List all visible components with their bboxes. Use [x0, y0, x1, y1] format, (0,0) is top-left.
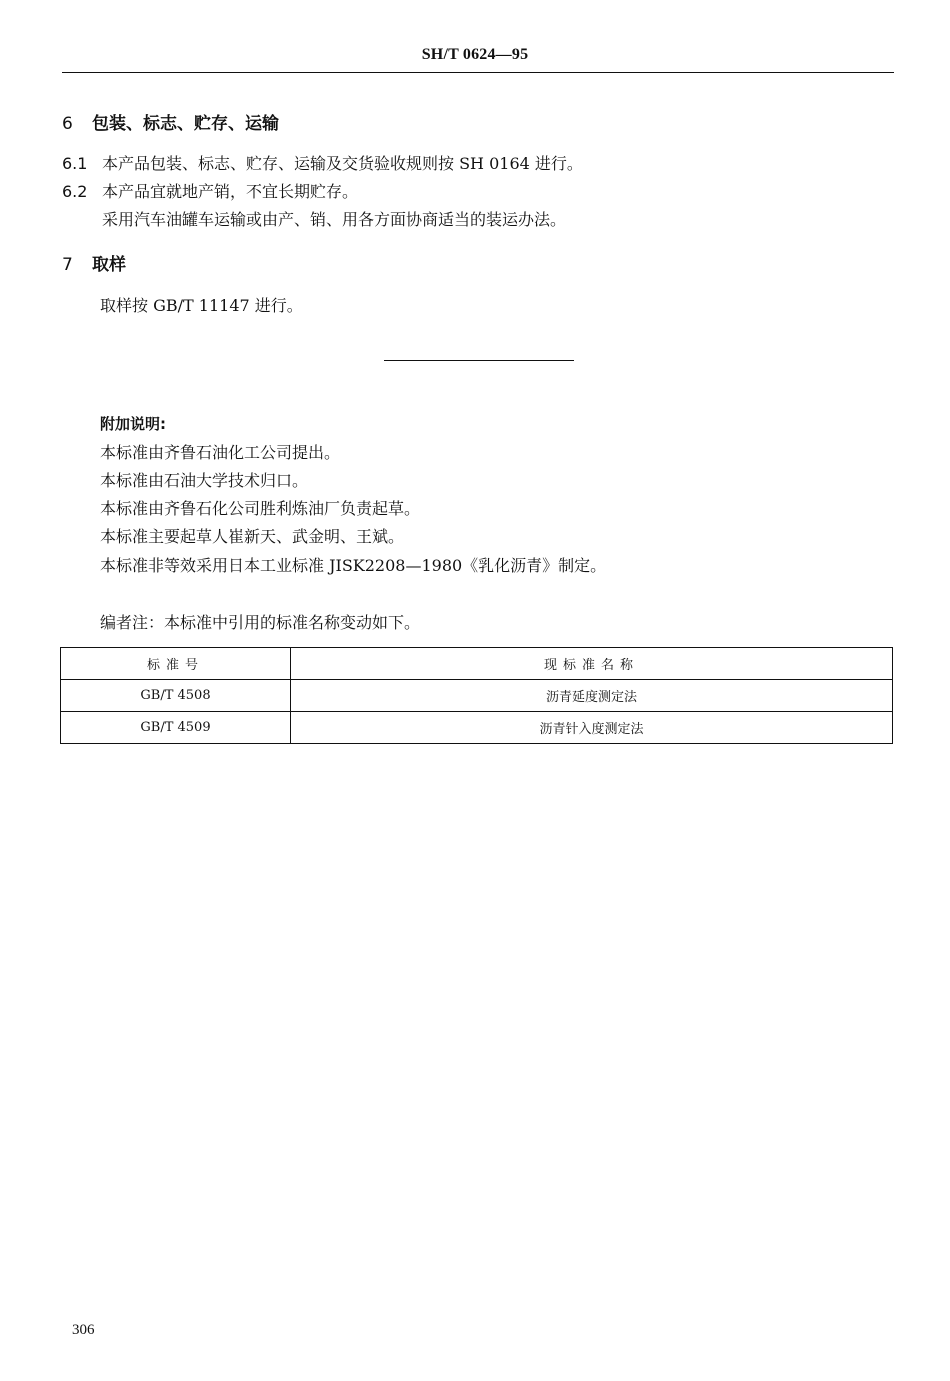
note-line: 本标准由齐鲁石化公司胜利炼油厂负责起草。	[100, 499, 421, 518]
section-7-heading	[62, 250, 126, 275]
standard-number-cell: GB/T 4508	[61, 680, 291, 712]
section-6-title: 包装、标志、贮存、运输	[92, 114, 279, 134]
additional-notes-title: 附加说明:	[100, 415, 166, 433]
clause-6-1-number: 6.1	[62, 154, 88, 173]
header-standard-number: 标准号	[61, 648, 291, 680]
clause-6-2-continuation: 采用汽车油罐车运输或由产、销、用各方面协商适当的装运办法。	[102, 210, 567, 229]
section-6-heading	[62, 109, 279, 134]
table-header-row	[61, 648, 893, 680]
section-7-text: 取样按 GB/T 11147 进行。	[100, 296, 303, 315]
standard-number-cell: GB/T 4509	[61, 712, 291, 744]
note-line: 本标准非等效采用日本工业标准 JISK2208—1980《乳化沥青》制定。	[100, 556, 607, 575]
header-rule	[62, 72, 894, 73]
clause-6-2	[62, 179, 358, 202]
clause-6-1-text: 本产品包装、标志、贮存、运输及交货验收规则按 SH 0164 进行。	[102, 154, 583, 173]
note-line: 本标准由石油大学技术归口。	[100, 471, 309, 490]
header-current-standard-name: 现标准名称	[291, 648, 893, 680]
standard-name-cell: 沥青针入度测定法	[291, 712, 893, 744]
separator-rule	[384, 360, 574, 361]
note-line: 本标准主要起草人崔新天、武金明、王斌。	[100, 527, 405, 546]
note-line: 本标准由齐鲁石油化工公司提出。	[100, 443, 341, 462]
section-7-title: 取样	[92, 255, 126, 275]
section-7-number: 7	[62, 255, 73, 275]
page-number: 306	[72, 1322, 95, 1338]
table-row	[61, 712, 893, 744]
table-row	[61, 680, 893, 712]
standard-code-header: SH/T 0624—95	[421, 46, 529, 63]
section-6-number: 6	[62, 114, 73, 134]
clause-6-2-text: 本产品宜就地产销，不宜长期贮存。	[102, 182, 359, 201]
clause-6-2-number: 6.2	[62, 182, 88, 201]
editor-note: 编者注：本标准中引用的标准名称变动如下。	[100, 613, 421, 632]
standard-name-cell: 沥青延度测定法	[291, 680, 893, 712]
clause-6-1	[62, 151, 583, 174]
standards-reference-table	[60, 647, 893, 744]
